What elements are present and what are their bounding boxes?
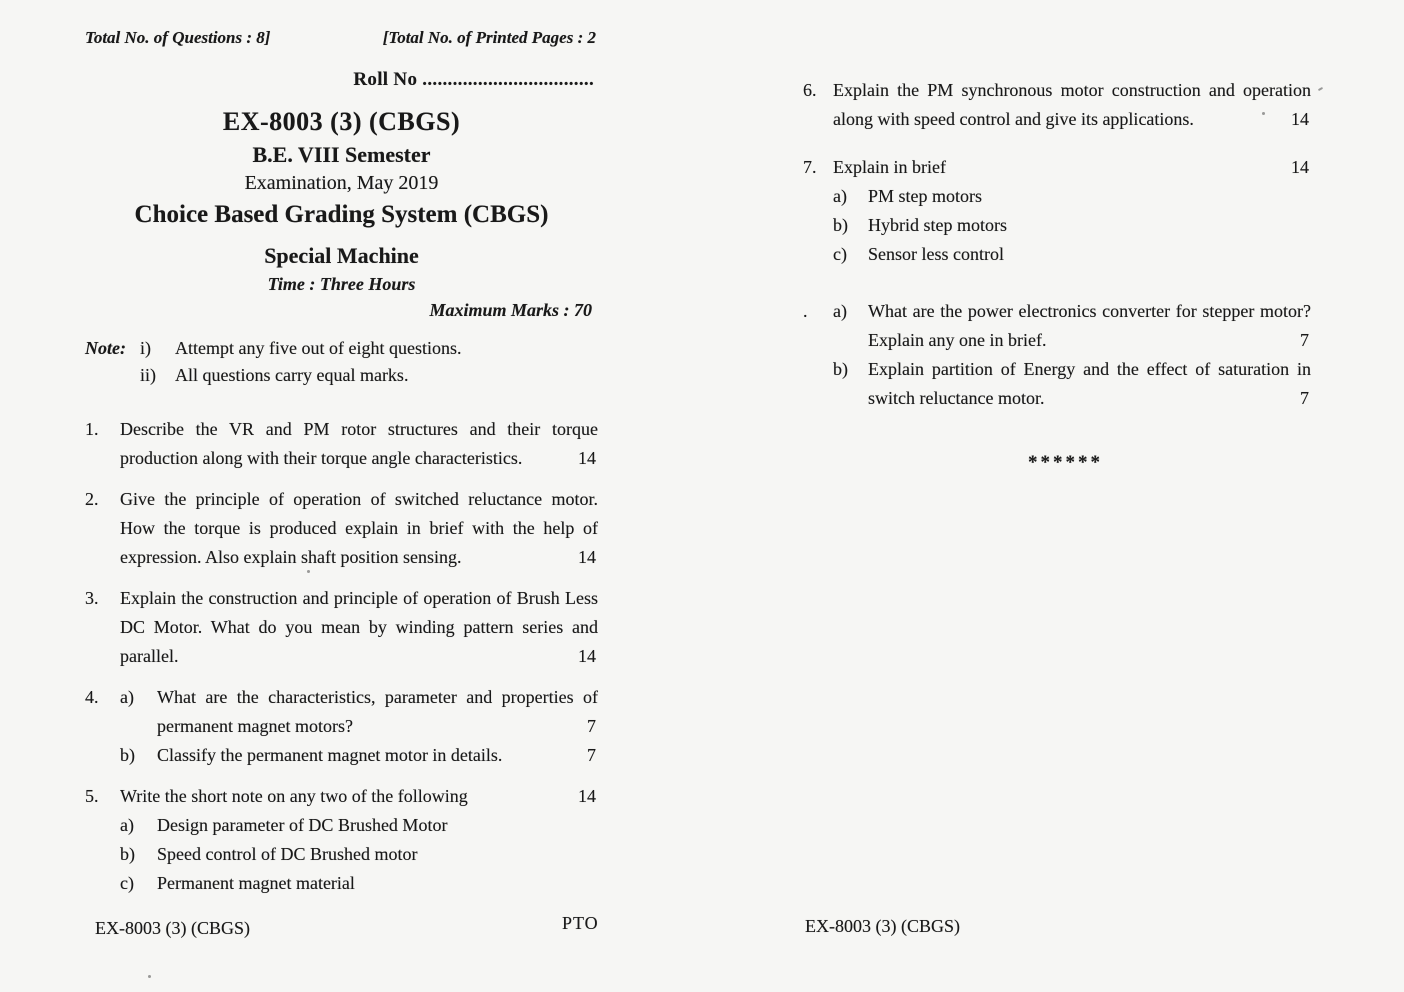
- question-text: [120, 415, 598, 473]
- question-text-content: Give the principle of operation of switched reluctance motor. How the torque is produced explain in brief with the help of expression. Also explain shaft position sensing.: [120, 489, 598, 567]
- title-block: [85, 104, 598, 323]
- question-text-content: Explain in brief: [833, 157, 946, 177]
- page-right: [803, 76, 1311, 413]
- subquestion-text: [868, 355, 1311, 413]
- question-2: [85, 485, 598, 572]
- subquestion-number: c): [833, 244, 847, 264]
- question-3: [85, 584, 598, 671]
- question-text-content: Explain the construction and principle of operation of Brush Less DC Motor. What do you mean by winding pattern series and parallel.: [120, 588, 598, 666]
- footer-course-code-left: EX-8003 (3) (CBGS): [95, 918, 250, 938]
- subquestion-number: c): [120, 873, 134, 893]
- subquestion-text: [157, 683, 598, 741]
- subquestion-number: b): [120, 745, 135, 765]
- page-header-meta: [85, 28, 598, 48]
- note-item: [140, 362, 461, 389]
- subquestion-c: [833, 240, 1311, 269]
- question-subparts: [833, 153, 1311, 269]
- subquestion-text-content: Explain partition of Energy and the effect of saturation in switch reluctance motor.: [868, 359, 1311, 408]
- question-text: [120, 782, 598, 811]
- subquestion-a: [120, 683, 598, 741]
- subquestion-text-content: Classify the permanent magnet motor in details.: [157, 745, 503, 765]
- question-4: [85, 683, 598, 770]
- question-marks: 14: [1291, 157, 1309, 177]
- subquestion-text: Sensor less control: [868, 244, 1004, 264]
- examination-line: Examination, May 2019: [244, 172, 439, 194]
- subquestion-text: Permanent magnet material: [157, 873, 355, 893]
- subquestion-number: a): [120, 687, 134, 707]
- scan-speck: [1318, 87, 1323, 91]
- note-label: Note:: [85, 338, 126, 358]
- question-text: [120, 485, 598, 572]
- subquestion-text: PM step motors: [868, 186, 983, 206]
- question-marks: 14: [578, 646, 596, 666]
- semester-title: B.E. VIII Semester: [252, 142, 431, 167]
- scan-artifact-dot: .: [803, 301, 808, 321]
- question-subparts: [120, 782, 598, 898]
- footer-pto: PTO: [562, 913, 599, 933]
- grading-system-title: Choice Based Grading System (CBGS): [134, 201, 549, 228]
- question-marks: 14: [1291, 109, 1309, 129]
- subquestion-number: a): [120, 815, 134, 835]
- question-number: 2.: [85, 489, 99, 509]
- subquestion-b: [833, 355, 1311, 413]
- subquestion-a: [833, 297, 1311, 355]
- scan-speck: [148, 975, 151, 978]
- question-8: [803, 297, 1311, 413]
- question-6: [803, 76, 1311, 134]
- question-text: [833, 153, 1311, 182]
- subquestion-text: [868, 297, 1311, 355]
- subquestion-number: b): [833, 215, 848, 235]
- subquestion-text: Design parameter of DC Brushed Motor: [157, 815, 448, 835]
- time-allowed: Time : Three Hours: [267, 274, 416, 294]
- subquestion-a: [120, 811, 598, 840]
- note-items: [140, 335, 461, 389]
- question-marks: 14: [578, 448, 596, 468]
- note-item-text: All questions carry equal marks.: [175, 365, 409, 385]
- roll-no-line: Roll No ..................................: [353, 69, 594, 90]
- question-subparts: [120, 683, 598, 770]
- subquestion-marks: 7: [587, 745, 596, 765]
- subquestion-b: [120, 741, 598, 770]
- question-number: 6.: [803, 80, 817, 100]
- total-questions-label: Total No. of Questions : 8]: [85, 28, 271, 47]
- note-block: [85, 335, 598, 389]
- subquestion-number: b): [120, 844, 135, 864]
- question-marks: 14: [578, 547, 596, 567]
- subquestion-text: [157, 741, 598, 770]
- question-number: 4.: [85, 687, 99, 707]
- subquestion-number: a): [833, 186, 847, 206]
- subquestion-number: a): [833, 301, 847, 321]
- note-item-number: i): [140, 338, 151, 358]
- subquestion-text-content: What are the power electronics converter for stepper motor? Explain any one in brief.: [868, 301, 1311, 350]
- question-number: 7.: [803, 157, 817, 177]
- maximum-marks: Maximum Marks : 70: [429, 300, 592, 320]
- question-number: 3.: [85, 588, 99, 608]
- note-item-number: ii): [140, 365, 156, 385]
- question-subparts: [833, 297, 1311, 413]
- question-number: 5.: [85, 786, 99, 806]
- subquestion-b: [833, 211, 1311, 240]
- footer-course-code-right: EX-8003 (3) (CBGS): [805, 916, 960, 936]
- printed-pages-label: [Total No. of Printed Pages : 2: [382, 28, 596, 47]
- question-text-content: Describe the VR and PM rotor structures and their torque production along with their torque angle characteristics.: [120, 419, 598, 468]
- page-left: [85, 28, 598, 898]
- question-7: [803, 153, 1311, 269]
- question-text: [833, 76, 1311, 134]
- question-1: [85, 415, 598, 473]
- subquestion-a: [833, 182, 1311, 211]
- subquestion-marks: 7: [1300, 388, 1309, 408]
- subquestion-c: [120, 869, 598, 898]
- subquestion-text-content: What are the characteristics, parameter and properties of permanent magnet motors?: [157, 687, 598, 736]
- question-text: [120, 584, 598, 671]
- question-number: 1.: [85, 419, 99, 439]
- subquestion-text: Hybrid step motors: [868, 215, 1007, 235]
- question-5: [85, 782, 598, 898]
- subject-title: Special Machine: [264, 243, 419, 268]
- subquestion-b: [120, 840, 598, 869]
- question-text-content: Explain the PM synchronous motor construction and operation along with speed control and give its applications.: [833, 80, 1311, 129]
- scan-speck: [307, 570, 310, 573]
- subquestion-number: b): [833, 359, 848, 379]
- course-code: EX-8003 (3) (CBGS): [222, 107, 461, 136]
- subquestion-marks: 7: [587, 716, 596, 736]
- subquestion-marks: 7: [1300, 330, 1309, 350]
- scan-speck: [1262, 112, 1265, 115]
- question-text-content: Write the short note on any two of the following: [120, 786, 468, 806]
- note-item-text: Attempt any five out of eight questions.: [175, 338, 462, 358]
- end-of-paper-asterisks: ******: [1028, 452, 1103, 473]
- note-item: [140, 335, 461, 362]
- subquestion-text: Speed control of DC Brushed motor: [157, 844, 418, 864]
- question-marks: 14: [578, 786, 596, 806]
